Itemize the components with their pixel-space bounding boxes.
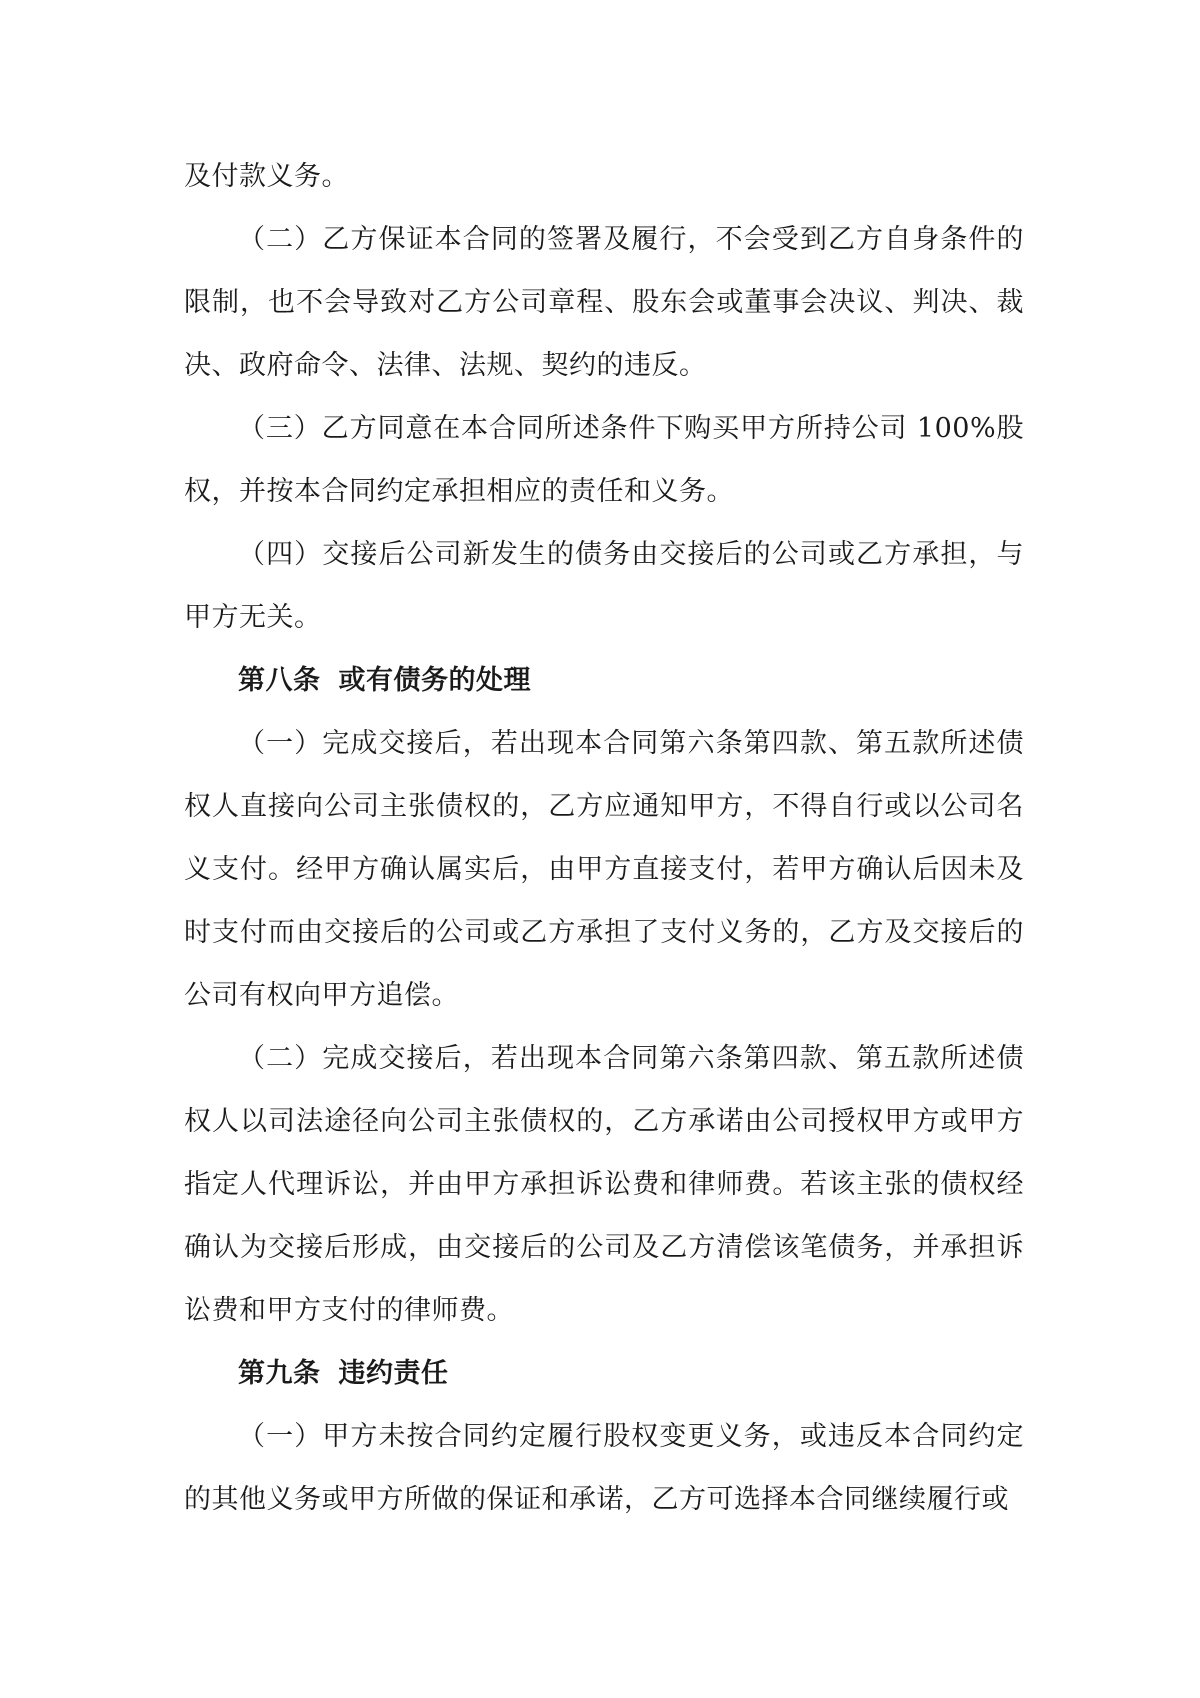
paragraph-clause-7-3: （三）乙方同意在本合同所述条件下购买甲方所持公司 100%股权，并按本合同约定承担相应的责任和义务。 <box>184 413 1024 507</box>
paragraph-clause-8-2: （二）完成交接后，若出现本合同第六条第四款、第五款所述债权人以司法途径向公司主张债权的，乙方承诺由公司授权甲方或甲方指定人代理诉讼，并由甲方承担诉讼费和律师费。若该主张的债权经确认为交接后形成，由交接后的公司及乙方清偿该笔债务，并承担诉讼费和甲方支付的律师费。 <box>184 1043 1024 1326</box>
heading-article-8: 第八条 或有债务的处理 <box>238 665 531 696</box>
paragraph-clause-7-4: （四）交接后公司新发生的债务由交接后的公司或乙方承担，与甲方无关。 <box>184 539 1024 633</box>
paragraph-clause-7-2: （二）乙方保证本合同的签署及履行，不会受到乙方自身条件的限制，也不会导致对乙方公司章程、股东会或董事会决议、判决、裁决、政府命令、法律、法规、契约的违反。 <box>184 224 1024 381</box>
paragraph-clause-9-1: （一）甲方未按合同约定履行股权变更义务，或违反本合同约定的其他义务或甲方所做的保证和承诺，乙方可选择本合同继续履行或 <box>184 1421 1024 1515</box>
document-body <box>184 145 1024 1531</box>
heading-article-9: 第九条 违约责任 <box>238 1358 449 1389</box>
paragraph-clause-8-1: （一）完成交接后，若出现本合同第六条第四款、第五款所述债权人直接向公司主张债权的，乙方应通知甲方，不得自行或以公司名义支付。经甲方确认属实后，由甲方直接支付，若甲方确认后因未及时支付而由交接后的公司或乙方承担了支付义务的，乙方及交接后的公司有权向甲方追偿。 <box>184 728 1024 1011</box>
paragraph-continuation: 及付款义务。 <box>184 161 349 192</box>
